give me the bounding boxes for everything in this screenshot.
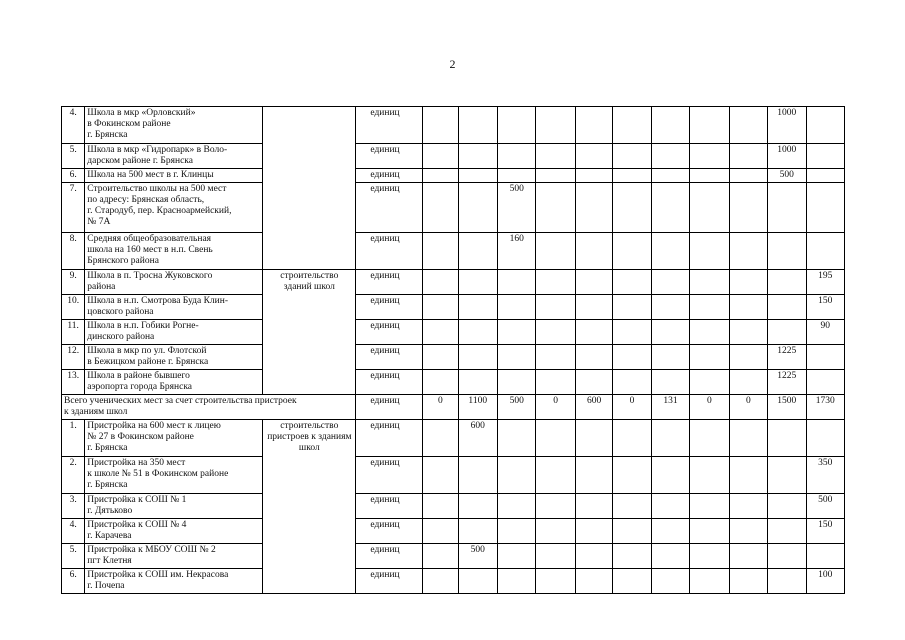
- object-name: [85, 519, 263, 544]
- value-cell: 600: [458, 420, 497, 457]
- value-cell: [729, 457, 767, 494]
- value-cell: [690, 144, 729, 169]
- value-cell: 150: [806, 295, 845, 320]
- unit-cell: единиц: [356, 144, 423, 169]
- text-line: Школа в мкр «Гидропарк» в Воло-: [87, 145, 228, 155]
- value-cell: [806, 107, 845, 144]
- text-line: Школа в районе бывшего: [87, 371, 190, 381]
- object-name: [85, 370, 263, 395]
- total-value: 600: [575, 395, 612, 420]
- text-line: г. Брянска: [87, 480, 128, 490]
- value-cell: [536, 320, 575, 345]
- value-cell: [690, 233, 729, 270]
- row-number: 12.: [62, 345, 85, 370]
- schools-table: [61, 106, 845, 594]
- value-cell: [497, 345, 535, 370]
- table-row: [62, 233, 845, 270]
- value-cell: [423, 544, 458, 569]
- value-cell: 1225: [768, 345, 806, 370]
- value-cell: [651, 107, 689, 144]
- value-cell: [729, 320, 767, 345]
- total-row: [62, 395, 845, 420]
- text-line: № 7А: [87, 217, 111, 227]
- unit-cell: единиц: [356, 233, 423, 270]
- value-cell: [536, 233, 575, 270]
- value-cell: [613, 320, 651, 345]
- value-cell: [729, 183, 767, 233]
- unit-cell: единиц: [356, 183, 423, 233]
- value-cell: [690, 370, 729, 395]
- value-cell: [575, 270, 612, 295]
- value-cell: 1000: [768, 107, 806, 144]
- table-row: [62, 370, 845, 395]
- value-cell: [690, 270, 729, 295]
- value-cell: [458, 569, 497, 594]
- value-cell: [613, 519, 651, 544]
- value-cell: [423, 569, 458, 594]
- value-cell: [768, 544, 806, 569]
- text-line: пгт Клетня: [87, 556, 132, 566]
- value-cell: [536, 544, 575, 569]
- value-cell: [613, 107, 651, 144]
- value-cell: [536, 345, 575, 370]
- object-name: [85, 345, 263, 370]
- value-cell: [690, 169, 729, 183]
- value-cell: [497, 494, 535, 519]
- unit-cell: единиц: [356, 395, 423, 420]
- value-cell: [458, 295, 497, 320]
- value-cell: 150: [806, 519, 845, 544]
- value-cell: [729, 569, 767, 594]
- value-cell: [575, 544, 612, 569]
- value-cell: 500: [768, 169, 806, 183]
- value-cell: [423, 183, 458, 233]
- value-cell: [536, 270, 575, 295]
- value-cell: [651, 569, 689, 594]
- value-cell: [729, 420, 767, 457]
- value-cell: [423, 144, 458, 169]
- value-cell: [651, 320, 689, 345]
- value-cell: [690, 295, 729, 320]
- value-cell: [458, 183, 497, 233]
- value-cell: [575, 233, 612, 270]
- object-name: [85, 183, 263, 233]
- value-cell: [536, 295, 575, 320]
- total-value: 0: [729, 395, 767, 420]
- value-cell: [575, 420, 612, 457]
- row-number: 1.: [62, 420, 85, 457]
- value-cell: [536, 519, 575, 544]
- unit-cell: единиц: [356, 457, 423, 494]
- row-number: 4.: [62, 519, 85, 544]
- value-cell: [613, 183, 651, 233]
- value-cell: 160: [497, 233, 535, 270]
- value-cell: [613, 345, 651, 370]
- table-row: [62, 519, 845, 544]
- text-line: в Бежицком районе г. Брянска: [87, 357, 209, 367]
- text-line: № 27 в Фокинском районе: [87, 432, 194, 442]
- value-cell: [613, 420, 651, 457]
- value-cell: 100: [806, 569, 845, 594]
- value-cell: [768, 569, 806, 594]
- table-row: [62, 494, 845, 519]
- value-cell: [497, 107, 535, 144]
- unit-cell: единиц: [356, 420, 423, 457]
- group-cell-blank: [263, 107, 356, 270]
- value-cell: [729, 233, 767, 270]
- object-name: [85, 320, 263, 345]
- value-cell: 195: [806, 270, 845, 295]
- row-number: 10.: [62, 295, 85, 320]
- value-cell: [575, 569, 612, 594]
- value-cell: [768, 457, 806, 494]
- value-cell: 500: [497, 183, 535, 233]
- unit-cell: единиц: [356, 569, 423, 594]
- value-cell: [575, 183, 612, 233]
- object-name: [85, 544, 263, 569]
- value-cell: [729, 144, 767, 169]
- value-cell: [497, 519, 535, 544]
- value-cell: [536, 370, 575, 395]
- unit-cell: единиц: [356, 169, 423, 183]
- value-cell: [458, 345, 497, 370]
- value-cell: [497, 370, 535, 395]
- value-cell: [613, 370, 651, 395]
- value-cell: [613, 544, 651, 569]
- value-cell: [423, 420, 458, 457]
- value-cell: 500: [458, 544, 497, 569]
- row-number: 8.: [62, 233, 85, 270]
- value-cell: [690, 494, 729, 519]
- total-value: 0: [690, 395, 729, 420]
- value-cell: [613, 270, 651, 295]
- unit-cell: единиц: [356, 519, 423, 544]
- text-line: района: [87, 282, 116, 292]
- value-cell: 1000: [768, 144, 806, 169]
- total-value: 1730: [806, 395, 845, 420]
- value-cell: [423, 457, 458, 494]
- text-line: Всего ученических мест за счет строительства пристроек: [64, 396, 297, 406]
- value-cell: [729, 107, 767, 144]
- value-cell: [575, 370, 612, 395]
- value-cell: [806, 144, 845, 169]
- value-cell: [458, 107, 497, 144]
- value-cell: [536, 107, 575, 144]
- value-cell: [613, 169, 651, 183]
- value-cell: [458, 169, 497, 183]
- value-cell: [768, 183, 806, 233]
- value-cell: [423, 169, 458, 183]
- value-cell: [690, 183, 729, 233]
- text-line: г. Брянска: [87, 130, 128, 140]
- object-name: [85, 420, 263, 457]
- table-row: [62, 569, 845, 594]
- page-number: 2: [449, 57, 456, 71]
- value-cell: [423, 295, 458, 320]
- value-cell: [690, 420, 729, 457]
- value-cell: [690, 519, 729, 544]
- value-cell: [575, 295, 612, 320]
- value-cell: [497, 169, 535, 183]
- value-cell: [768, 270, 806, 295]
- text-line: г. Почепа: [87, 581, 125, 591]
- text-line: г. Брянска: [87, 443, 128, 453]
- value-cell: [690, 569, 729, 594]
- value-cell: [458, 494, 497, 519]
- value-cell: [613, 569, 651, 594]
- value-cell: [423, 107, 458, 144]
- group-cell-schools: строительство зданий школ: [263, 270, 356, 395]
- value-cell: [575, 457, 612, 494]
- text-line: г. Карачева: [87, 531, 132, 541]
- value-cell: 90: [806, 320, 845, 345]
- value-cell: [651, 494, 689, 519]
- value-cell: [768, 295, 806, 320]
- value-cell: [651, 370, 689, 395]
- text-line: Школа в мкр по ул. Флотской: [87, 346, 207, 356]
- total-value: 131: [651, 395, 689, 420]
- value-cell: 500: [806, 494, 845, 519]
- value-cell: [497, 420, 535, 457]
- value-cell: [768, 494, 806, 519]
- text-line: в Фокинском районе: [87, 119, 171, 129]
- unit-cell: единиц: [356, 270, 423, 295]
- object-name: [85, 233, 263, 270]
- value-cell: [651, 144, 689, 169]
- total-value: 1500: [768, 395, 806, 420]
- value-cell: [536, 144, 575, 169]
- value-cell: [613, 457, 651, 494]
- value-cell: [690, 107, 729, 144]
- value-cell: [497, 144, 535, 169]
- table-row: [62, 270, 845, 295]
- value-cell: [458, 144, 497, 169]
- value-cell: [768, 420, 806, 457]
- row-number: 5.: [62, 144, 85, 169]
- value-cell: [423, 494, 458, 519]
- value-cell: [536, 569, 575, 594]
- row-number: 6.: [62, 569, 85, 594]
- text-line: Средняя общеобразовательная: [87, 234, 212, 244]
- object-name: [85, 270, 263, 295]
- object-name: [85, 144, 263, 169]
- value-cell: [729, 519, 767, 544]
- value-cell: [806, 169, 845, 183]
- value-cell: [729, 544, 767, 569]
- value-cell: [613, 295, 651, 320]
- text-line: г. Стародуб, пер. Красноармейский,: [87, 206, 232, 216]
- value-cell: [729, 295, 767, 320]
- value-cell: [651, 233, 689, 270]
- value-cell: [651, 270, 689, 295]
- value-cell: [575, 519, 612, 544]
- value-cell: [651, 295, 689, 320]
- text-line: Пристройка к МБОУ СОШ № 2: [87, 545, 216, 555]
- value-cell: [729, 169, 767, 183]
- text-line: школа на 160 мест в н.п. Свень: [87, 245, 213, 255]
- value-cell: [690, 320, 729, 345]
- value-cell: [613, 233, 651, 270]
- object-name: [85, 494, 263, 519]
- value-cell: [497, 569, 535, 594]
- value-cell: 1225: [768, 370, 806, 395]
- value-cell: [458, 519, 497, 544]
- value-cell: [423, 233, 458, 270]
- text-line: Строительство школы на 500 мест: [87, 184, 227, 194]
- value-cell: [729, 494, 767, 519]
- unit-cell: единиц: [356, 295, 423, 320]
- value-cell: [651, 169, 689, 183]
- value-cell: [423, 320, 458, 345]
- value-cell: [806, 370, 845, 395]
- value-cell: [497, 295, 535, 320]
- value-cell: [651, 183, 689, 233]
- table-row: [62, 295, 845, 320]
- text-line: к зданиям школ: [64, 407, 128, 417]
- value-cell: [613, 144, 651, 169]
- row-number: 11.: [62, 320, 85, 345]
- text-line: Школа в н.п. Смотрова Буда Клин-: [87, 296, 228, 306]
- table-row: [62, 320, 845, 345]
- value-cell: [458, 270, 497, 295]
- value-cell: [806, 233, 845, 270]
- value-cell: [458, 370, 497, 395]
- text-line: Брянского района: [87, 256, 159, 266]
- total-value: 1100: [458, 395, 497, 420]
- value-cell: [768, 320, 806, 345]
- table-row: [62, 183, 845, 233]
- table-row: [62, 457, 845, 494]
- value-cell: [423, 519, 458, 544]
- text-line: Школа в н.п. Гобики Рогне-: [87, 321, 199, 331]
- value-cell: [729, 345, 767, 370]
- value-cell: [497, 270, 535, 295]
- text-line: Пристройка на 350 мест: [87, 458, 186, 468]
- value-cell: [768, 519, 806, 544]
- value-cell: [536, 457, 575, 494]
- unit-cell: единиц: [356, 345, 423, 370]
- value-cell: [651, 457, 689, 494]
- unit-cell: единиц: [356, 370, 423, 395]
- object-name: [85, 107, 263, 144]
- text-line: по адресу: Брянская область,: [87, 195, 205, 205]
- value-cell: [458, 233, 497, 270]
- value-cell: [536, 420, 575, 457]
- row-number: 9.: [62, 270, 85, 295]
- row-number: 5.: [62, 544, 85, 569]
- value-cell: [806, 544, 845, 569]
- unit-cell: единиц: [356, 494, 423, 519]
- row-number: 2.: [62, 457, 85, 494]
- text-line: Школа в мкр «Орловский»: [87, 108, 196, 118]
- total-value: 500: [497, 395, 535, 420]
- table-row: [62, 169, 845, 183]
- table-row: [62, 345, 845, 370]
- value-cell: [806, 345, 845, 370]
- value-cell: [690, 544, 729, 569]
- row-number: 4.: [62, 107, 85, 144]
- row-number: 6.: [62, 169, 85, 183]
- value-cell: [575, 345, 612, 370]
- text-line: Школа в п. Тросна Жуковского: [87, 271, 213, 281]
- value-cell: [536, 494, 575, 519]
- value-cell: [575, 169, 612, 183]
- total-value: 0: [613, 395, 651, 420]
- value-cell: [575, 494, 612, 519]
- table-body: [62, 107, 845, 594]
- object-name: [85, 169, 263, 183]
- unit-cell: единиц: [356, 107, 423, 144]
- object-name: [85, 295, 263, 320]
- value-cell: [768, 233, 806, 270]
- value-cell: [575, 144, 612, 169]
- value-cell: [651, 420, 689, 457]
- value-cell: [651, 519, 689, 544]
- unit-cell: единиц: [356, 320, 423, 345]
- value-cell: [423, 345, 458, 370]
- text-line: цовского района: [87, 307, 154, 317]
- text-line: г. Дятьково: [87, 506, 133, 516]
- value-cell: [651, 544, 689, 569]
- total-value: 0: [536, 395, 575, 420]
- group-cell-extensions: строительство пристроев к зданиям школ: [263, 420, 356, 594]
- value-cell: [536, 183, 575, 233]
- table-row: [62, 107, 845, 144]
- total-label: [62, 395, 356, 420]
- value-cell: [458, 457, 497, 494]
- value-cell: [575, 320, 612, 345]
- row-number: 3.: [62, 494, 85, 519]
- total-value: 0: [423, 395, 458, 420]
- object-name: [85, 457, 263, 494]
- value-cell: 350: [806, 457, 845, 494]
- value-cell: [497, 544, 535, 569]
- value-cell: [497, 320, 535, 345]
- text-line: Пристройка к СОШ им. Некрасова: [87, 570, 229, 580]
- value-cell: [423, 270, 458, 295]
- text-line: дарском районе г. Брянска: [87, 156, 193, 166]
- value-cell: [536, 169, 575, 183]
- unit-cell: единиц: [356, 544, 423, 569]
- table-row: [62, 544, 845, 569]
- value-cell: [690, 345, 729, 370]
- text-line: Школа на 500 мест в г. Клинцы: [87, 170, 214, 180]
- object-name: [85, 569, 263, 594]
- value-cell: [729, 270, 767, 295]
- text-line: Пристройка на 600 мест к лицею: [87, 421, 221, 431]
- table-row: [62, 144, 845, 169]
- value-cell: [806, 183, 845, 233]
- value-cell: [690, 457, 729, 494]
- value-cell: [575, 107, 612, 144]
- text-line: к школе № 51 в Фокинском районе: [87, 469, 229, 479]
- text-line: Пристройка к СОШ № 4: [87, 520, 187, 530]
- value-cell: [458, 320, 497, 345]
- value-cell: [651, 345, 689, 370]
- value-cell: [423, 370, 458, 395]
- table-row: [62, 420, 845, 457]
- value-cell: [613, 494, 651, 519]
- value-cell: [497, 457, 535, 494]
- text-line: аэропорта города Брянска: [87, 382, 193, 392]
- value-cell: [729, 370, 767, 395]
- value-cell: [806, 420, 845, 457]
- row-number: 13.: [62, 370, 85, 395]
- text-line: динского района: [87, 332, 155, 342]
- text-line: Пристройка к СОШ № 1: [87, 495, 187, 505]
- row-number: 7.: [62, 183, 85, 233]
